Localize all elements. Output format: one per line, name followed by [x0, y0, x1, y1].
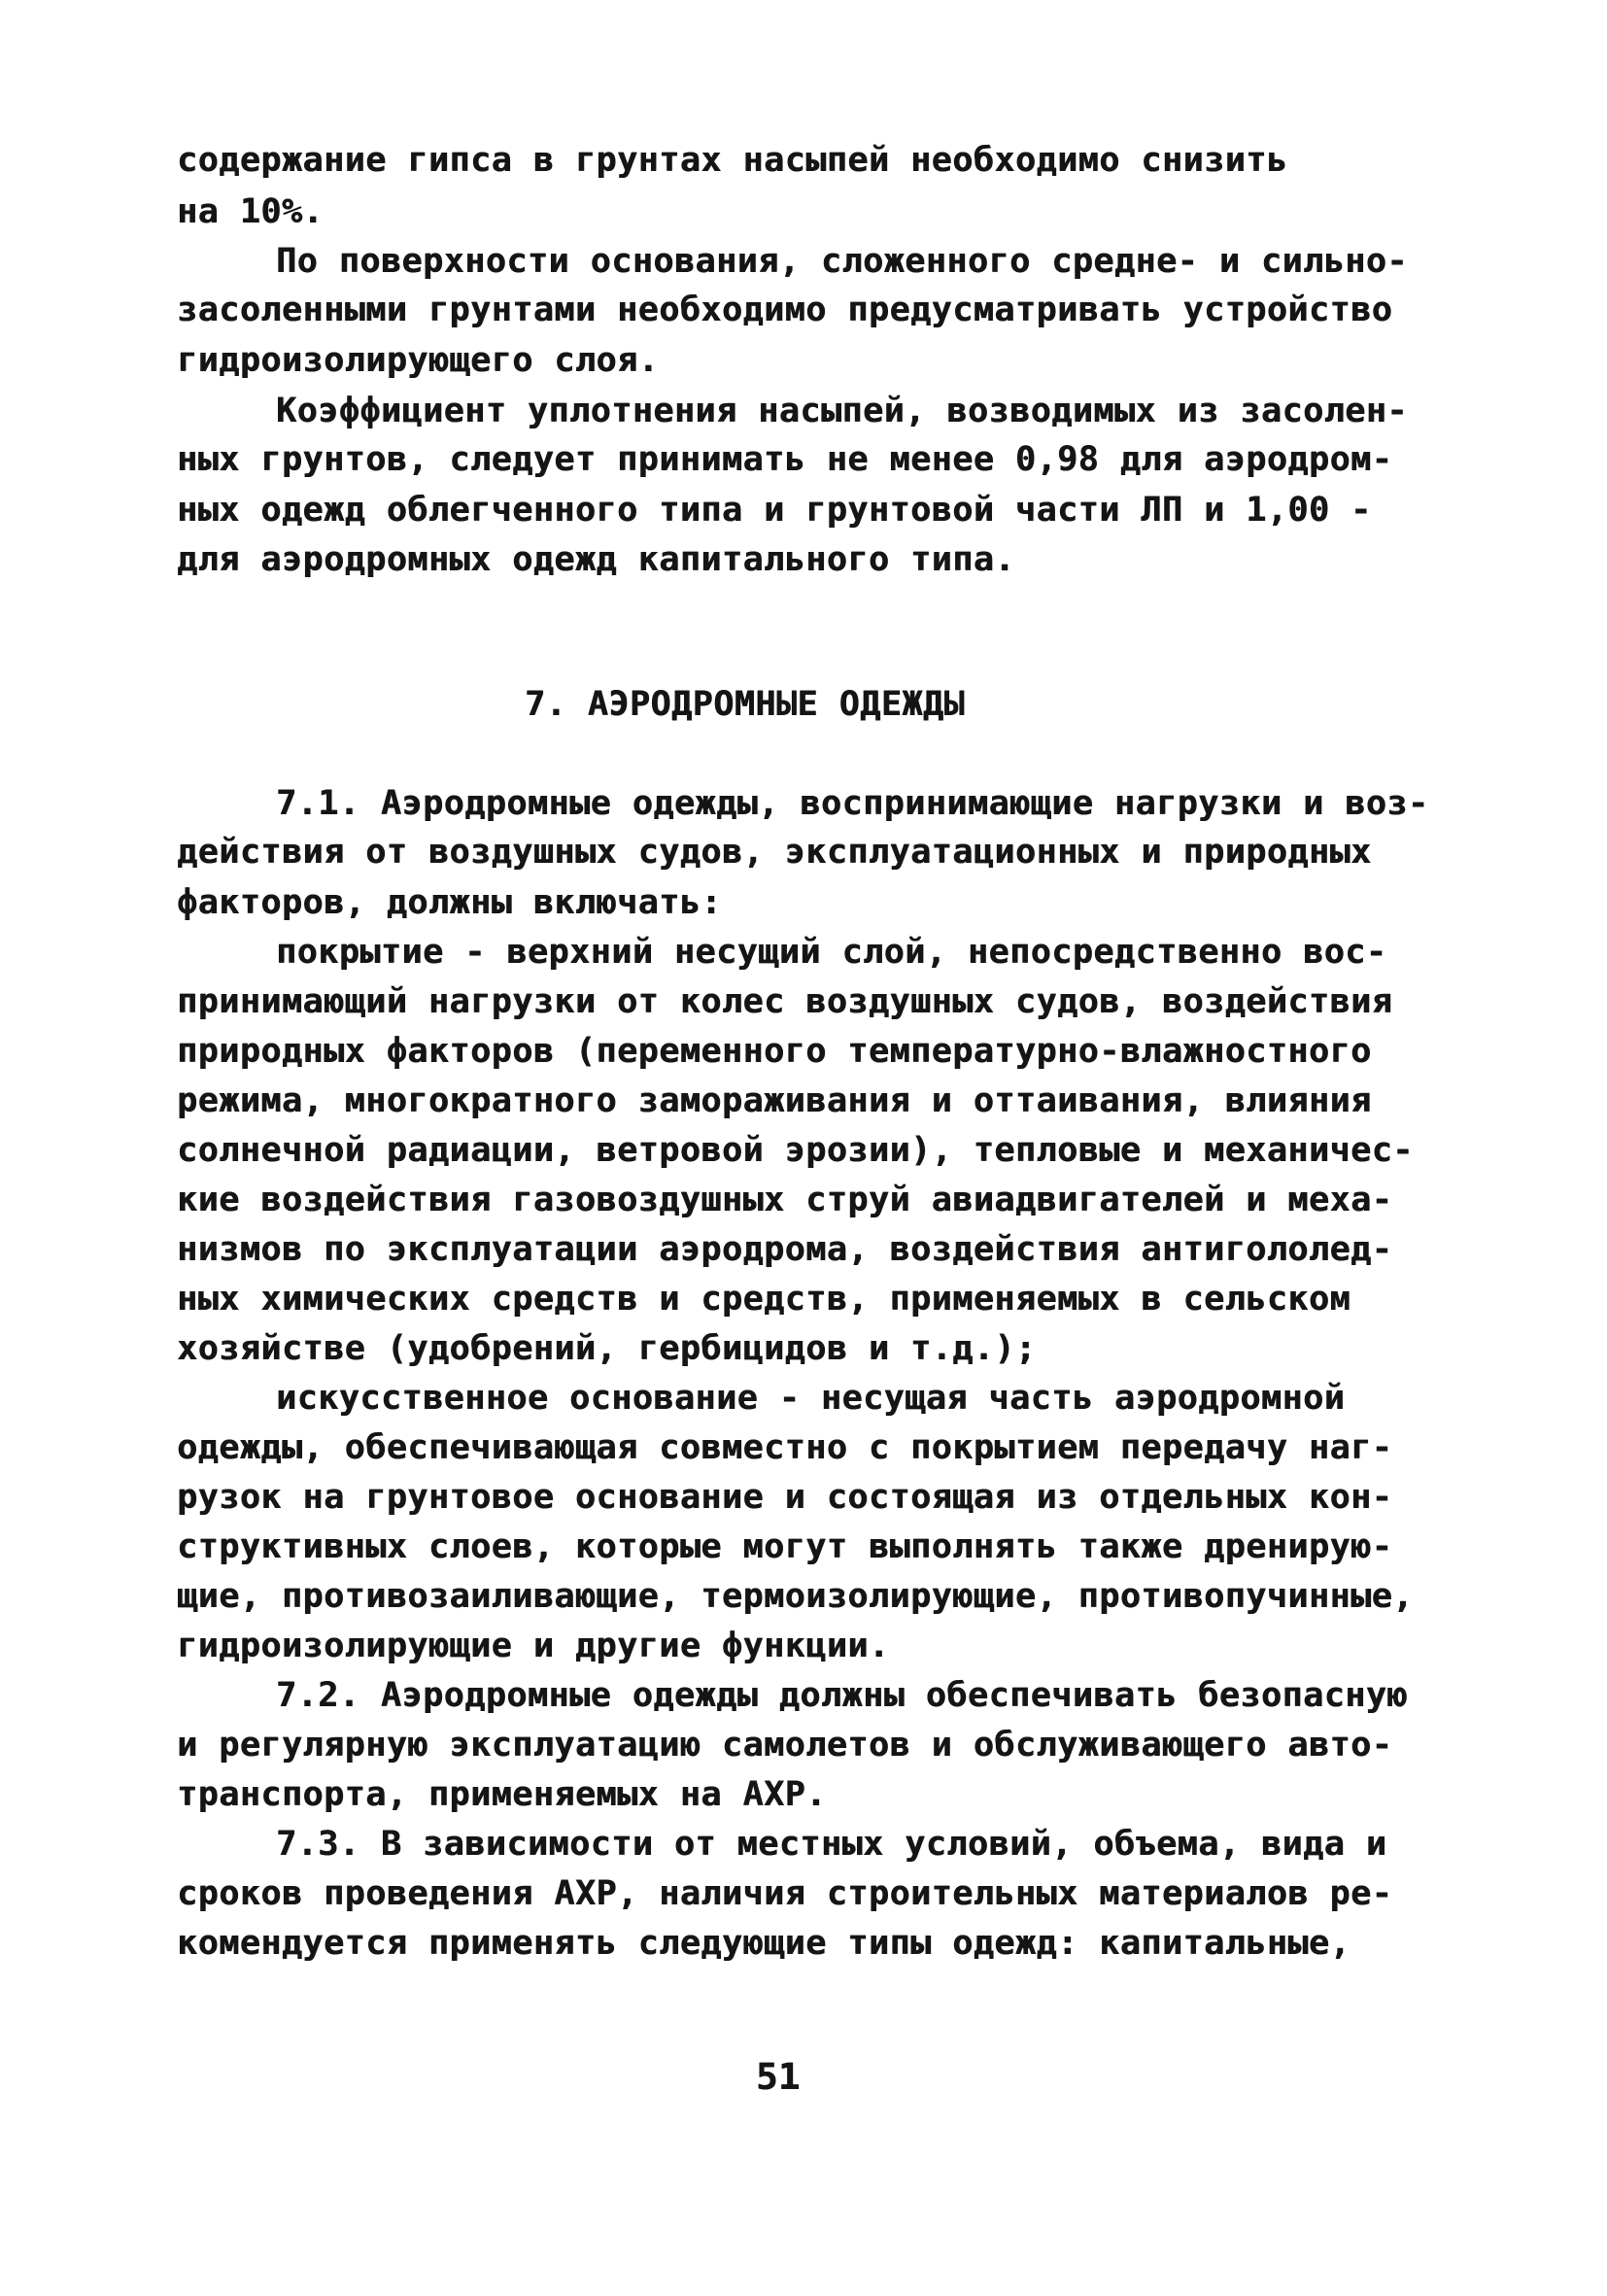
body-line-15: рузок на грунтовое основание и состоящая из отдельных кон-	[177, 1478, 1393, 1517]
body-line-23: сроков проведения АХР, наличия строительных материалов ре-	[177, 1874, 1393, 1913]
intro-line-5: гидроизолирующего слоя.	[177, 341, 660, 380]
page-number: 51	[756, 2056, 801, 2098]
body-line-19: 7.2. Аэродромные одежды должны обеспечивать безопасную	[276, 1676, 1408, 1715]
body-line-9: кие воздействия газовоздушных струй авиадвигателей и меха-	[177, 1181, 1393, 1219]
body-line-2: действия от воздушных судов, эксплуатационных и природных	[177, 833, 1372, 872]
intro-line-8: ных одежд облегченного типа и грунтовой части ЛП и 1,00 -	[177, 491, 1372, 530]
intro-line-3: По поверхности основания, сложенного средне- и сильно-	[276, 242, 1408, 281]
body-line-24: комендуется применять следующие типы одежд: капитальные,	[177, 1924, 1351, 1963]
body-line-14: одежды, обеспечивающая совместно с покрытием передачу наг-	[177, 1428, 1393, 1467]
body-line-18: гидроизолирующие и другие функции.	[177, 1627, 890, 1665]
body-line-12: хозяйстве (удобрений, гербицидов и т.д.);	[177, 1329, 1037, 1368]
body-line-5: принимающий нагрузки от колес воздушных судов, воздействия	[177, 982, 1393, 1021]
intro-line-9: для аэродромных одежд капитального типа.	[177, 540, 1015, 579]
body-line-13: искусственное основание - несущая часть аэродромной	[276, 1379, 1346, 1418]
body-line-4: покрытие - верхний несущий слой, непосредственно вос-	[276, 933, 1387, 972]
body-line-20: и регулярную эксплуатацию самолетов и обслуживающего авто-	[177, 1726, 1393, 1765]
body-line-3: факторов, должны включать:	[177, 883, 722, 922]
body-line-8: солнечной радиации, ветровой эрозии), тепловые и механичес-	[177, 1131, 1414, 1170]
intro-line-2: на 10%.	[177, 192, 325, 231]
body-line-10: низмов по эксплуатации аэродрома, воздействия антигололед-	[177, 1230, 1393, 1269]
body-line-7: режима, многократного замораживания и оттаивания, влияния	[177, 1081, 1372, 1120]
body-line-22: 7.3. В зависимости от местных условий, объема, вида и	[276, 1825, 1387, 1864]
intro-line-4: засоленными грунтами необходимо предусматривать устройство	[177, 291, 1393, 329]
body-line-21: транспорта, применяемых на АХР.	[177, 1775, 827, 1814]
intro-line-7: ных грунтов, следует принимать не менее 0,98 для аэродром-	[177, 440, 1393, 479]
body-line-6: природных факторов (переменного температурно-влажностного	[177, 1032, 1372, 1071]
body-line-16: структивных слоев, которые могут выполнять также дренирую-	[177, 1527, 1393, 1566]
intro-line-6: Коэффициент уплотнения насыпей, возводимых из засолен-	[276, 392, 1408, 430]
body-line-17: щие, противозаиливающие, термоизолирующие, противопучинные,	[177, 1577, 1414, 1616]
body-line-1: 7.1. Аэродромные одежды, воспринимающие нагрузки и воз-	[276, 784, 1429, 823]
intro-line-1: содержание гипса в грунтах насыпей необходимо снизить	[177, 141, 1288, 180]
section-heading: 7. АЭРОДРОМНЫЕ ОДЕЖДЫ	[525, 685, 966, 724]
body-line-11: ных химических средств и средств, применяемых в сельском	[177, 1280, 1351, 1319]
